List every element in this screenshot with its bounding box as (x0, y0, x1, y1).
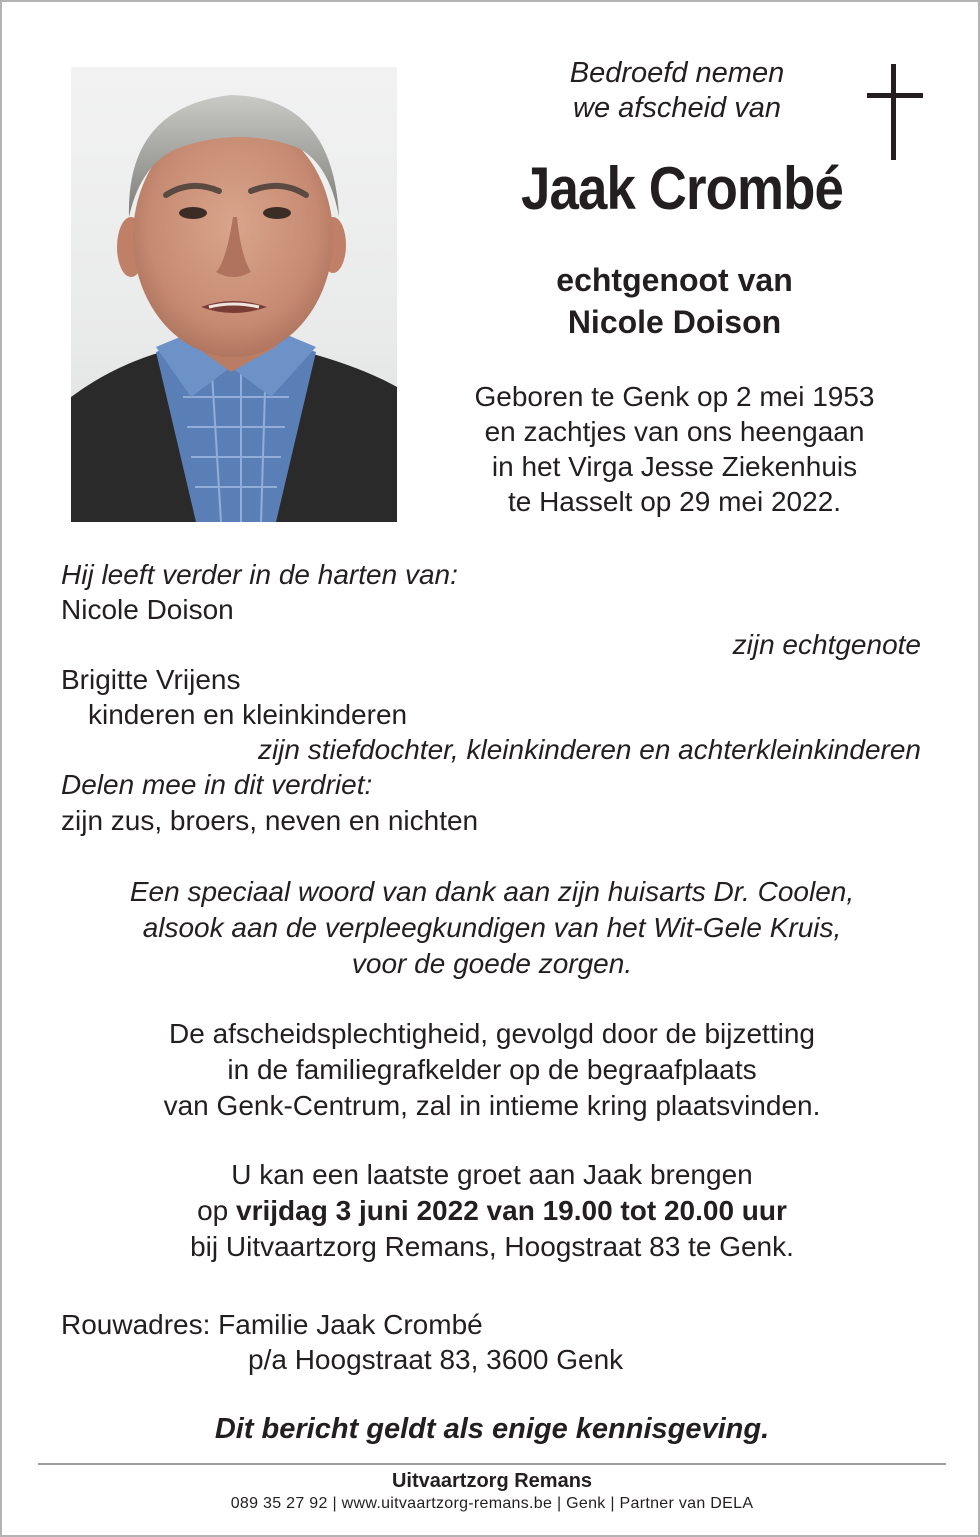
ceremony-text (42, 1016, 942, 1124)
thanks-line: voor de goede zorgen. (351, 948, 633, 979)
thanks-text (42, 874, 942, 982)
footer-info: 089 35 27 92 | www.uitvaartzorg-remans.be | Genk | Partner van DELA (230, 1495, 754, 1512)
spouse-block (472, 259, 877, 343)
notice-text: Dit bericht geldt als enige kennisgeving. (214, 1413, 770, 1445)
born-line: en zachtjes van ons heengaan (484, 416, 865, 447)
intro-text (502, 56, 852, 126)
spouse-name: Nicole Doison (567, 304, 782, 340)
family-wife-role: zijn echtgenote (732, 629, 921, 660)
deceased-name: Jaak Crombé (521, 155, 843, 222)
thanks-line: Een speciaal woord van dank aan zijn huisarts Dr. Coolen, (129, 876, 855, 907)
family-wife: Nicole Doison (61, 594, 234, 625)
visit-when-line (42, 1193, 942, 1229)
footer-divider (38, 1463, 946, 1465)
born-line: te Hasselt op 29 mei 2022. (507, 486, 842, 517)
family-share-heading: Delen mee in dit verdriet: (61, 769, 373, 800)
family-heading: Hij leeft verder in de harten van: (61, 559, 458, 590)
footer-title: Uitvaartzorg Remans (391, 1470, 593, 1492)
mourning-address: Rouwadres: Familie Jaak Crombé (61, 1309, 483, 1340)
visit-datetime: vrijdag 3 juni 2022 van 19.00 tot 20.00 uur (236, 1195, 787, 1226)
born-line: in het Virga Jesse Ziekenhuis (491, 451, 858, 482)
family-siblings: zijn zus, broers, neven en nichten (61, 805, 479, 836)
intro-line: we afscheid van (573, 92, 781, 124)
spouse-line: echtgenoot van (556, 262, 793, 298)
family-stepdaughter-role: zijn stiefdochter, kleinkinderen en achterkleinkinderen (257, 734, 921, 765)
visit-line: bij Uitvaartzorg Remans, Hoogstraat 83 te Genk. (190, 1231, 794, 1262)
ceremony-line: van Genk-Centrum, zal in intieme kring plaatsvinden. (163, 1090, 821, 1121)
ceremony-line: De afscheidsplechtigheid, gevolgd door de bijzetting (169, 1018, 815, 1049)
cross-icon (867, 64, 925, 162)
thanks-line: alsook aan de verpleegkundigen van het Wit-Gele Kruis, (142, 912, 842, 943)
family-stepdaughter: Brigitte Vrijens (61, 664, 241, 695)
visit-prefix: op (197, 1195, 236, 1226)
visit-line: U kan een laatste groet aan Jaak brengen (231, 1159, 753, 1190)
mourning-address-line2: p/a Hoogstraat 83, 3600 Genk (248, 1344, 624, 1375)
family-stepdaughter-family: kinderen en kleinkinderen (88, 699, 408, 730)
birth-death-info (432, 379, 917, 519)
born-line: Geboren te Genk op 2 mei 1953 (474, 381, 875, 412)
portrait-photo (71, 67, 397, 522)
visitation-text (42, 1157, 942, 1265)
intro-line: Bedroefd nemen (569, 57, 785, 89)
ceremony-line: in de familiegrafkelder op de begraafplaats (227, 1054, 757, 1085)
portrait-illustration (71, 67, 397, 522)
